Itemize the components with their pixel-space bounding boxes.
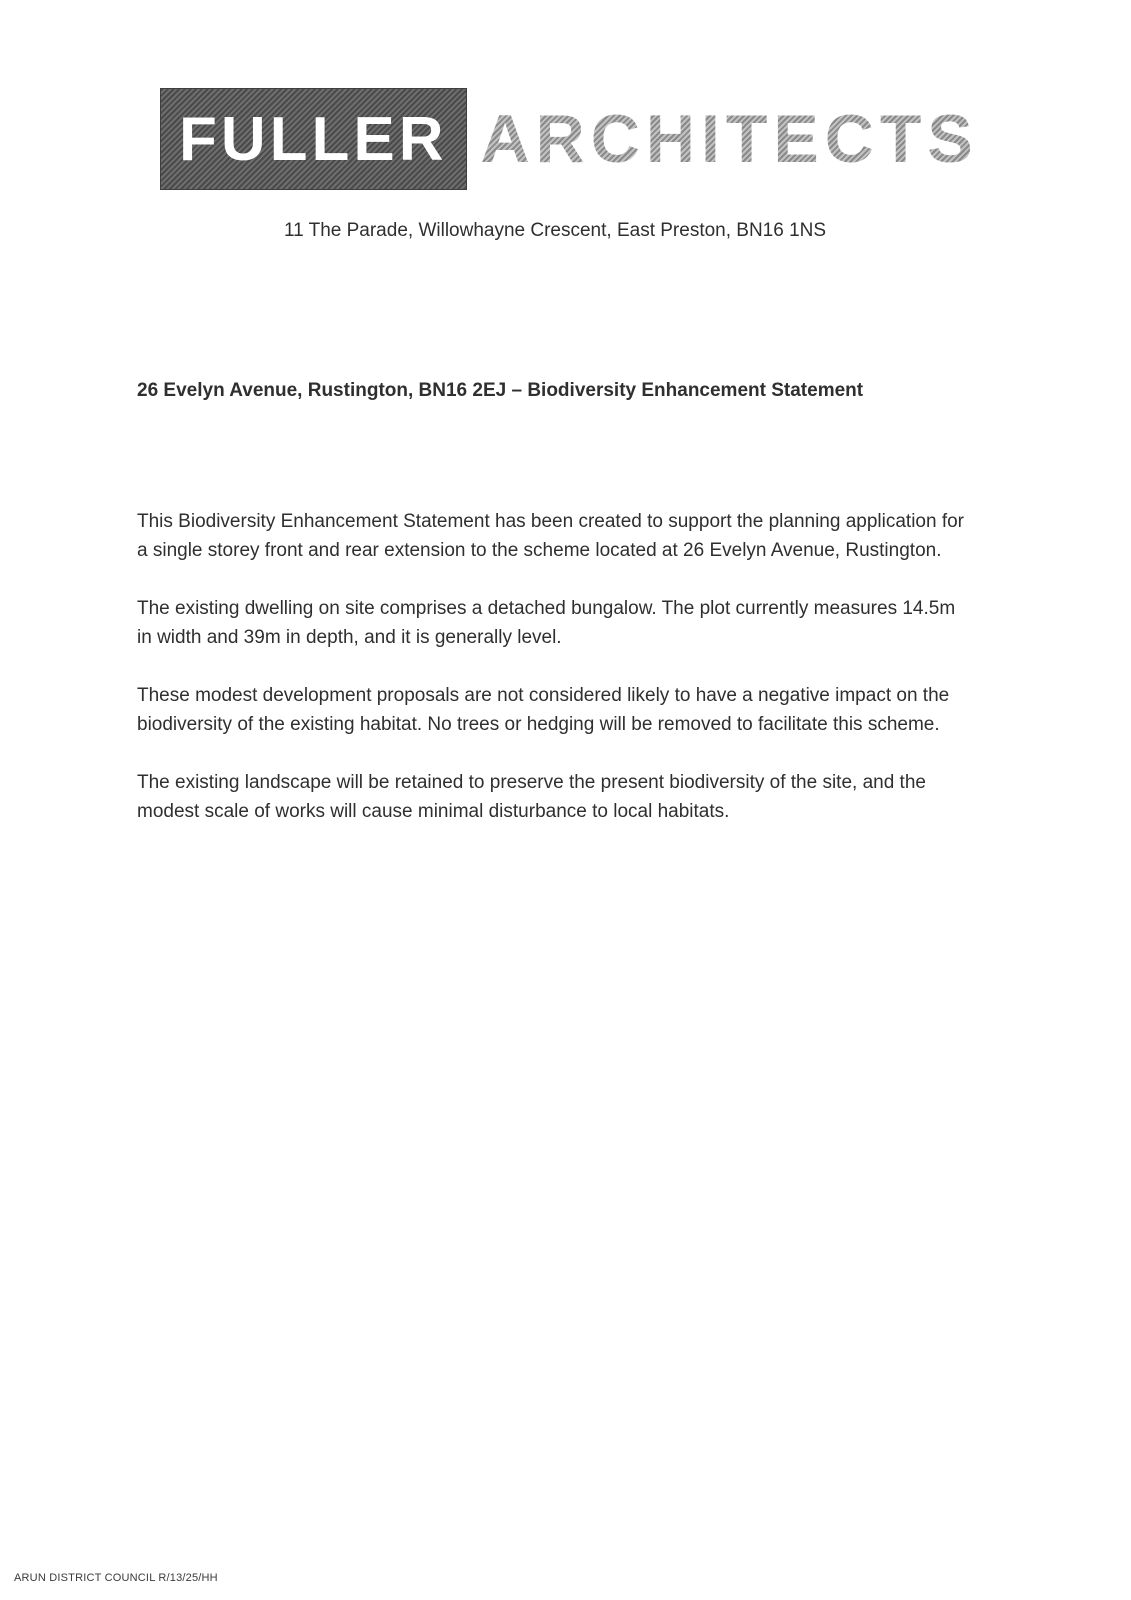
company-address: 11 The Parade, Willowhayne Crescent, East Preston, BN16 1NS [283,220,827,241]
paragraph-3: These modest development proposals are not considered likely to have a negative impact on the biodiversity of the existing habitat. No trees or hedging will be removed to facilitate this scheme. [137,685,950,735]
logo-fuller-text: FULLER [179,104,448,174]
logo-architects-text: ARCHITECTS [480,101,979,177]
paragraph-4: The existing landscape will be retained to preserve the present biodiversity of the site, and the modest scale of works will cause minimal disturbance to local habitats. [137,772,926,822]
company-logo [160,88,979,190]
paragraph-2: The existing dwelling on site comprises a detached bungalow. The plot currently measures 14.5m in width and 39m in depth, and it is generally level. [137,598,956,648]
paragraph-1: This Biodiversity Enhancement Statement has been created to support the planning application for a single storey front and rear extension to the scheme located at 26 Evelyn Avenue, Rustington. [137,511,965,561]
council-reference: ARUN DISTRICT COUNCIL R/13/25/HH [14,1572,218,1584]
document-title: 26 Evelyn Avenue, Rustington, BN16 2EJ – Biodiversity Enhancement Statement [137,380,864,401]
document-body [137,376,965,855]
logo-fuller-block [160,88,467,190]
